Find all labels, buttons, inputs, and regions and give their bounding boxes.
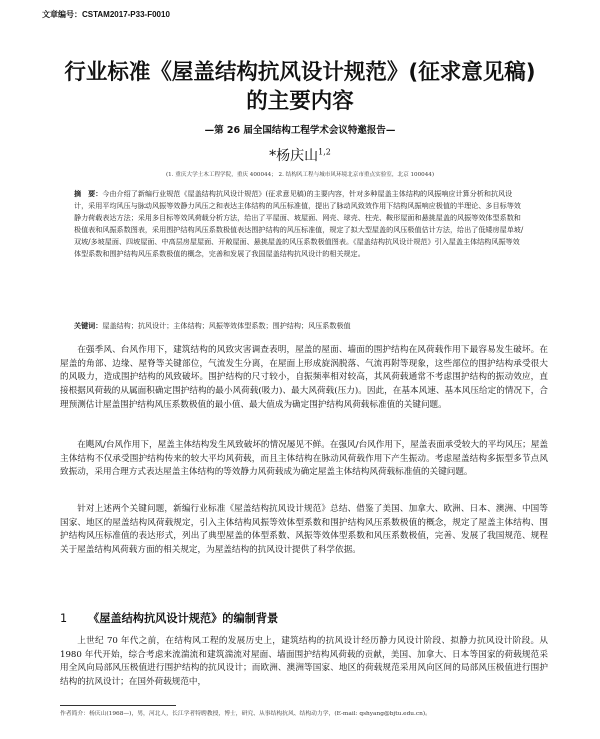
paper-title-line1: 行业标准《屋盖结构抗风设计规范》(征求意见稿): [64, 60, 536, 85]
body-paragraph-1: 在强季风、台风作用下，建筑结构的风致灾害调查表明，屋盖的屋面、墙面的围护结构在风荷载作用下最容易发生破坏。在屋盖的角部、边缘、屋脊等关键部位，气流发生分离，在屋面上形成旋涡脱落、气流再附等现象，这些部位的围护结构承受很大的风吸力，造成围护结构的风致破坏。围护结构的尺寸较小，自振频率相对较高，其风荷载通常不考虑围护结构的振动效应，直接根据风荷载的从属面积确定围护结构的最小风荷载(吸力)、最大风荷载(压力)。因此，在基本风速、基本风压给定的情况下，合理预测估计屋盖围护结构风压系数极值的最小值、最大值成为确定围护结构风荷载标准值的关键问题。: [60, 345, 548, 410]
body-paragraph-2: 在飓风/台风作用下，屋盖主体结构发生风致破坏的情况屡见不鲜。在强风/台风作用下，屋盖表面承受较大的平均风压；屋盖主体结构不仅承受围护结构传来的较大平均风荷载，而且主体结构在脉动风荷载作用下产生振动。考虑屋盖结构多振型多节点风致振动，采用合理方式表达屋盖主体结构的等效静力风荷载成为确定屋盖主体结构风荷载标准值的关键问题。: [60, 440, 548, 478]
abstract: [74, 188, 526, 260]
footnote-rule: [60, 705, 176, 706]
author-line: [30, 145, 570, 165]
keywords: [74, 320, 526, 332]
author-name: *杨庆山: [269, 148, 319, 164]
author-affil-marker: 1,2: [318, 147, 331, 157]
body-paragraph-4: 上世纪 70 年代之前，在结构风工程的发展历史上，建筑结构的抗风设计经历静力风设计阶段、拟静力抗风设计阶段。从 1980 年代开始，综合考虑来流湍流和建筑湍流对屋面、墙面围护结构风荷载的贡献，美国、加拿大、日本等国家的荷载规范采用全风向局部风压极值进行围护结构的抗风设计；而欧洲、澳洲等国家、地区的荷载规范采用风向区间的局部风压极值进行围护结构的抗风设计；在国外荷载规范中，: [60, 636, 548, 688]
section-number: 1: [60, 612, 68, 625]
affiliations: (1. 重庆大学土木工程学院，重庆 400044； 2. 结构风工程与城市风环境北京市重点实验室，北京 100044): [165, 172, 434, 178]
keywords-label: 关键词：: [74, 321, 103, 330]
paper-subtitle: —第 26 届全国结构工程学术会议特邀报告—: [204, 125, 396, 136]
keywords-text: 屋盖结构；抗风设计；主体结构；风振等效体型系数；围护结构；风压系数极值: [102, 321, 351, 330]
body-paragraph-3: 针对上述两个关键问题，新编行业标准《屋盖结构抗风设计规范》总结、借鉴了美国、加拿大、欧洲、日本、澳洲、中国等国家、地区的屋盖结构风荷载规定，引入主体结构风振等效体型系数和围护结构风压系数极值的概念，规定了屋盖主体结构、围护结构风压标准值的表达形式，列出了典型屋盖的体型系数、风振等效体型系数和风压系数极值，完善、发展了我国规范、规程关于屋盖结构风荷载方面的相关规定，为屋盖结构的抗风设计提供了科学依据。: [60, 504, 548, 556]
paper-title-line2: 的主要内容: [246, 89, 354, 114]
footnote: 作者简介：杨庆山(1968—)，男，河北人，长江学者特聘教授，博士，研究、从事结构抗风、结构动力学，(E-mail: qshyang@bjtu.edu.cn)。: [60, 711, 431, 717]
document-number: 文章编号：CSTAM2017-P33-F0010: [42, 10, 170, 19]
section-title: 《屋盖结构抗风设计规范》的编制背景: [88, 612, 279, 625]
section-heading: [60, 610, 278, 626]
abstract-label: 摘 要：: [74, 189, 103, 198]
abstract-text: 今由介绍了新编行业规范《屋盖结构抗风设计规范》(征求意见稿)的主要内容，针对多种屋盖主体结构的风振响应计算分析和抗风设计，采用平均风压与脉动风振等效静力风压之和表达主体结构的风压标准值，提出了脉动风致效作用下结构风振响应极值的半理论、多目标等效静力荷载表达方法；采用多目标等效风荷载分析方法，给出了平屋面、坡屋面、网壳、球壳、柱壳、鞍形屋面和悬挑屋盖的风振等效体型系数和极值表和风振系数图表，采用围护结构风压系数极值表达围护结构的风压标准值，规定了拟大型屋盖的风压极值估计方法，给出了低矮房屋单坡/双坡/多坡屋面、四坡屋面、中高层房屋屋面、开敞屋面、悬挑屋盖的风压系数极值图表。《屋盖结构抗风设计规范》引入屋盖主体结构风振等效体型系数和围护结构风压系数极值的概念，完善和发展了我国屋盖结构抗风设计的相关规定。: [74, 189, 524, 259]
